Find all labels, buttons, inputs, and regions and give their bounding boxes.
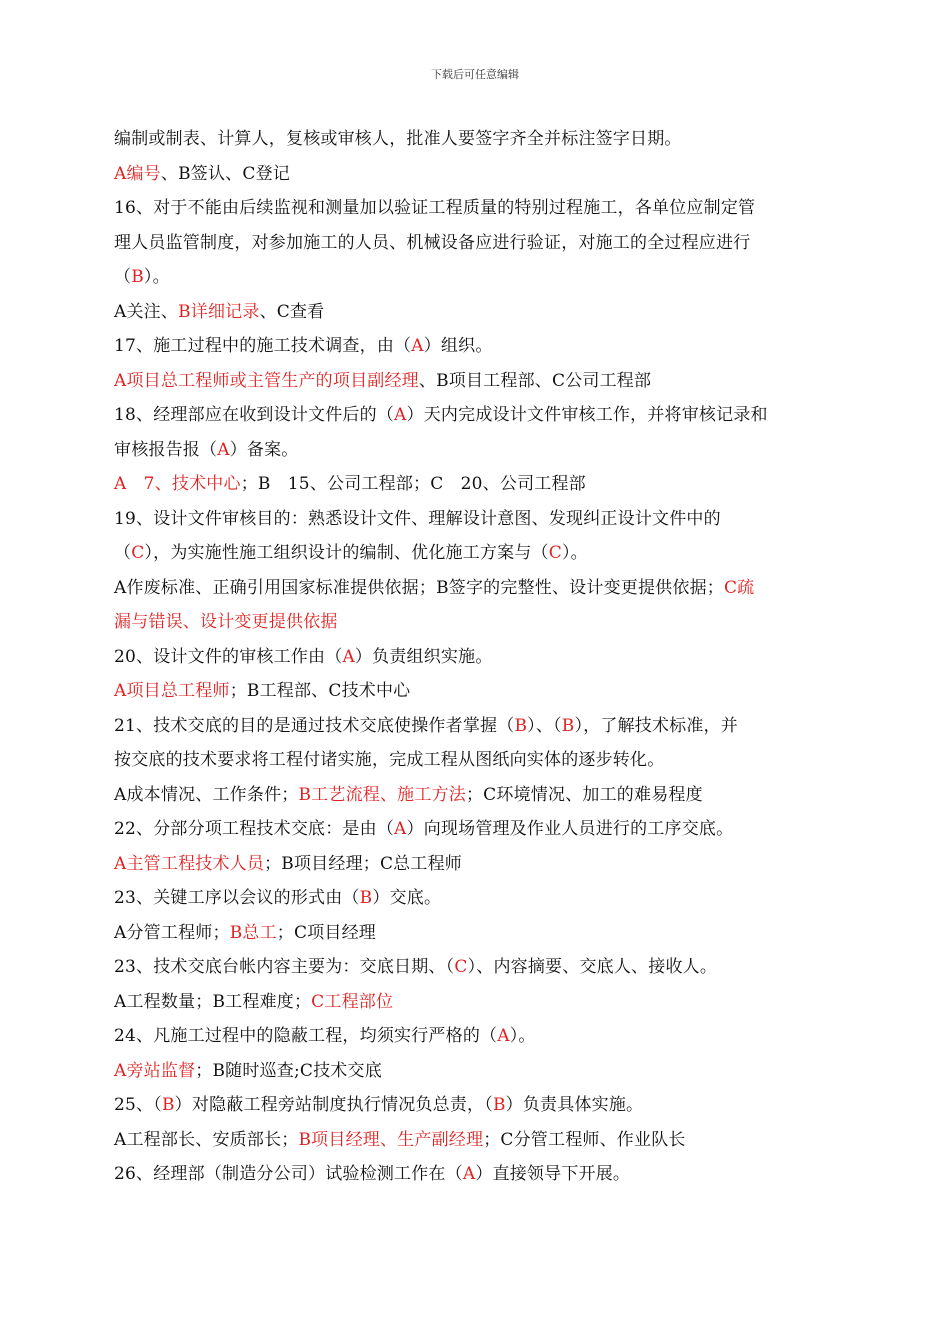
question-text: ）、内容摘要、交底人、接收人。 bbox=[467, 957, 718, 977]
text-line bbox=[114, 812, 842, 847]
question-text: ），了解技术标准，并 bbox=[574, 715, 738, 736]
question-text: 22、分部分项工程技术交底：是由（ bbox=[114, 819, 395, 839]
question-text: ；B项目经理；C总工程师 bbox=[264, 853, 462, 874]
question-text: ；B随时巡查;C技术交底 bbox=[195, 1060, 382, 1081]
answer-text: C bbox=[131, 543, 145, 563]
question-text: （ bbox=[114, 543, 132, 563]
answer-text: B项目经理、生产副经理 bbox=[298, 1129, 484, 1150]
question-text: ）备案。 bbox=[229, 439, 299, 460]
text-line bbox=[114, 364, 842, 399]
text-line bbox=[114, 571, 842, 606]
answer-text: 漏与错误、设计变更提供依据 bbox=[114, 612, 338, 632]
question-text: （ bbox=[114, 267, 132, 287]
answer-text: A bbox=[497, 1026, 510, 1046]
answer-text: B bbox=[161, 1095, 175, 1115]
question-text: ）负责组织实施。 bbox=[354, 646, 493, 667]
answer-text: A主管工程技术人员 bbox=[114, 853, 265, 874]
question-text: A关注、 bbox=[114, 301, 179, 322]
text-line bbox=[114, 433, 842, 468]
text-line bbox=[114, 674, 842, 709]
text-line bbox=[114, 122, 842, 157]
answer-text: A 7、技术中心 bbox=[114, 474, 241, 494]
text-line bbox=[114, 502, 842, 537]
text-line bbox=[114, 1088, 842, 1123]
question-text: ）。 bbox=[561, 543, 588, 563]
question-text: A分管工程师； bbox=[114, 922, 230, 943]
text-line bbox=[114, 398, 842, 433]
question-text: 、B签认、C登记 bbox=[160, 163, 290, 184]
text-line bbox=[114, 1019, 842, 1054]
answer-text: A旁站监督 bbox=[114, 1060, 196, 1081]
text-line bbox=[114, 950, 842, 985]
answer-text: C疏 bbox=[723, 577, 755, 598]
answer-text: B bbox=[561, 715, 575, 736]
question-text: 25、（ bbox=[114, 1095, 162, 1115]
question-text: ）组织。 bbox=[423, 336, 493, 356]
question-text: 19、设计文件审核目的：熟悉设计文件、理解设计意图、发现纠正设计文件中的 bbox=[114, 508, 721, 529]
question-text: 17、施工过程中的施工技术调查，由（ bbox=[114, 336, 412, 356]
answer-text: A项目总工程师或主管生产的项目副经理 bbox=[114, 370, 419, 391]
question-text: 审核报告报（ bbox=[114, 439, 218, 460]
answer-text: C bbox=[454, 957, 468, 977]
question-text: 按交底的技术要求将工程付诸实施，完成工程从图纸向实体的逐步转化。 bbox=[114, 750, 665, 770]
text-line bbox=[114, 536, 842, 571]
question-text: ；C项目经理 bbox=[276, 922, 376, 943]
answer-text: B工艺流程、施工方法 bbox=[298, 784, 466, 805]
question-text: ）天内完成设计文件审核工作，并将审核记录和 bbox=[406, 405, 768, 425]
question-text: 18、经理部应在收到设计文件后的（ bbox=[114, 405, 395, 425]
answer-text: B bbox=[359, 888, 373, 908]
answer-text: B bbox=[492, 1095, 506, 1115]
text-line bbox=[114, 916, 842, 951]
answer-text: A bbox=[394, 405, 407, 425]
question-text: 23、关键工序以会议的形式由（ bbox=[114, 888, 360, 908]
document-body bbox=[114, 122, 842, 1192]
answer-text: A bbox=[394, 819, 407, 839]
answer-text: B详细记录 bbox=[178, 301, 260, 322]
text-line bbox=[114, 295, 842, 330]
question-text: ；B 15、公司工程部；C 20、公司工程部 bbox=[240, 474, 586, 494]
answer-text: A bbox=[411, 336, 424, 356]
text-line bbox=[114, 1157, 842, 1192]
answer-text: C工程部位 bbox=[311, 991, 394, 1012]
question-text: ）。 bbox=[509, 1026, 536, 1046]
text-line bbox=[114, 260, 842, 295]
question-text: ）。 bbox=[143, 267, 170, 287]
question-text: A工程数量；B工程难度； bbox=[114, 991, 312, 1012]
text-line bbox=[114, 191, 842, 226]
text-line bbox=[114, 743, 842, 778]
question-text: ；B工程部、C技术中心 bbox=[229, 681, 411, 701]
question-text: 21、技术交底的目的是通过技术交底使操作者掌握（ bbox=[114, 715, 515, 736]
question-text: 、C查看 bbox=[259, 301, 325, 322]
question-text: 理人员监管制度，对参加施工的人员、机械设备应进行验证，对施工的全过程应进行 bbox=[114, 232, 751, 253]
question-text: ）交底。 bbox=[372, 888, 442, 908]
answer-text: A bbox=[217, 439, 230, 460]
question-text: ）直接领导下开展。 bbox=[475, 1164, 631, 1184]
question-text: ）向现场管理及作业人员进行的工序交底。 bbox=[406, 819, 734, 839]
question-text: ）对隐蔽工程旁站制度执行情况负总责，（ bbox=[174, 1095, 493, 1115]
question-text: 、B项目工程部、C公司工程部 bbox=[418, 370, 652, 391]
text-line bbox=[114, 1123, 842, 1158]
question-text: 20、设计文件的审核工作由（ bbox=[114, 646, 343, 667]
question-text: 26、经理部（制造分公司）试验检测工作在（ bbox=[114, 1164, 463, 1184]
answer-text: A项目总工程师 bbox=[114, 681, 230, 701]
text-line bbox=[114, 605, 842, 640]
question-text: ）负责具体实施。 bbox=[505, 1095, 644, 1115]
question-text: 23、技术交底台帐内容主要为：交底日期、（ bbox=[114, 957, 455, 977]
question-text: A作废标准、正确引用国家标准提供依据；B签字的完整性、设计变更提供依据； bbox=[114, 577, 724, 598]
text-line bbox=[114, 778, 842, 813]
question-text: 编制或制表、计算人，复核或审核人，批准人要签字齐全并标注签字日期。 bbox=[114, 129, 682, 149]
page-header: 下载后可任意编辑 bbox=[431, 68, 519, 81]
answer-text: B bbox=[131, 267, 144, 287]
question-text: ），为实施性施工组织设计的编制、优化施工方案与（ bbox=[144, 543, 549, 563]
question-text: A成本情况、工作条件； bbox=[114, 784, 299, 805]
text-line bbox=[114, 1054, 842, 1089]
text-line bbox=[114, 881, 842, 916]
answer-text: B总工 bbox=[229, 922, 277, 943]
answer-text: A bbox=[342, 646, 355, 667]
text-line bbox=[114, 640, 842, 675]
text-line bbox=[114, 847, 842, 882]
question-text: ）、（ bbox=[527, 715, 562, 736]
answer-text: C bbox=[548, 543, 562, 563]
question-text: A工程部长、安质部长； bbox=[114, 1129, 299, 1150]
text-line bbox=[114, 157, 842, 192]
answer-text: B bbox=[514, 715, 528, 736]
text-line bbox=[114, 329, 842, 364]
text-line bbox=[114, 467, 842, 502]
question-text: ；C分管工程师、作业队长 bbox=[483, 1129, 686, 1150]
answer-text: A编号 bbox=[114, 163, 161, 184]
text-line bbox=[114, 709, 842, 744]
question-text: ；C环境情况、加工的难易程度 bbox=[465, 784, 703, 805]
question-text: 24、凡施工过程中的隐蔽工程，均须实行严格的（ bbox=[114, 1026, 498, 1046]
text-line bbox=[114, 985, 842, 1020]
answer-text: A bbox=[462, 1164, 476, 1184]
text-line bbox=[114, 226, 842, 261]
question-text: 16、对于不能由后续监视和测量加以验证工程质量的特别过程施工，各单位应制定管 bbox=[114, 198, 756, 218]
